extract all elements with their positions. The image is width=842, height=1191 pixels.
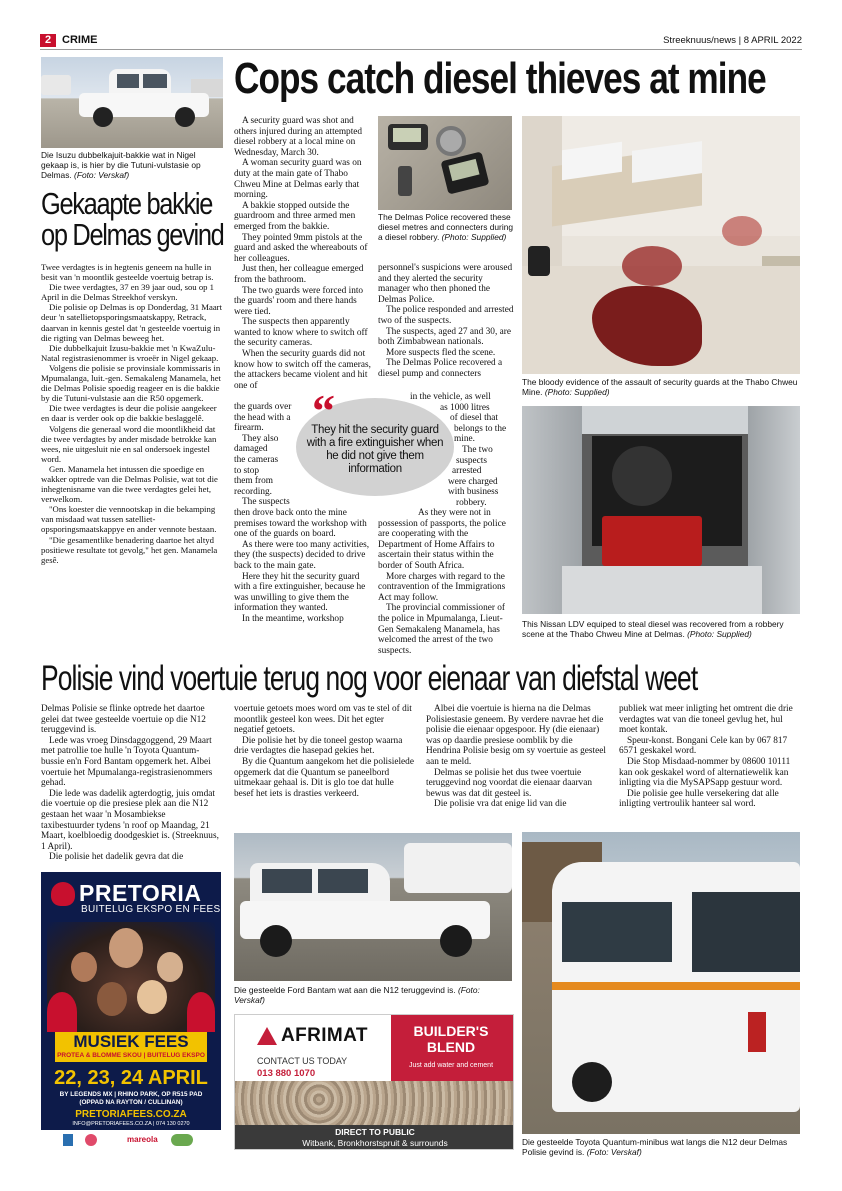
paragraph: The suspects, aged 27 and 30, are both Zimbabwean nationals. <box>378 326 511 348</box>
bottom-headline: Polisie vind voertuie terug nog voor eienaar van diefstal weet <box>41 659 698 698</box>
quantum-photo-credit: (Foto: Verskaf) <box>586 1147 642 1157</box>
paragraph: Volgens die generaal word die moontlikheid dat die twee verdagtes by ander misdade betrokke kan wees, nie uitgesluit nie en sal ondersoek ingestel word. <box>41 423 217 464</box>
afrimat-areas: Witbank, Bronkhorstspruit & surrounds <box>302 1138 448 1148</box>
sponsor-strip <box>41 1130 221 1150</box>
left-headline-line1: Gekaapte bakkie <box>41 186 213 221</box>
paragraph: When the security guards did not know how to switch off the cameras, the attackers became violent and hit one of <box>234 349 371 391</box>
bakkie-photo <box>41 57 223 148</box>
bottom-col2 <box>234 704 414 799</box>
paragraph: They pointed 9mm pistols at the guard and asked the whereabouts of her colleagues. <box>234 232 368 264</box>
left-article-body <box>41 262 223 565</box>
main-headline: Cops catch diesel thieves at mine <box>234 54 766 103</box>
paragraph: Die Stop Misdaad-nommer by 08600 10111 kan ook geskakel word of alternatiewelik kan inligting via die MySAPSapp gestuur word. <box>619 756 791 789</box>
paragraph: In the meantime, workshop <box>242 613 344 624</box>
ad-banner-subtitle: PROTEA & BLOMME SKOU | BUITELUG EKSPO <box>57 1052 205 1059</box>
ford-photo-credit: (Foto: Verskaf) <box>234 985 480 1005</box>
ad-banner-title: MUSIEK FEES <box>73 1032 189 1051</box>
afrimat-direct-label: DIRECT TO PUBLIC <box>335 1127 415 1137</box>
paragraph: Speur-konst. Bongani Cele kan by 067 817 6571 geskakel word. <box>619 735 788 757</box>
ford-car <box>240 863 490 963</box>
paragraph: More suspects fled the scene. <box>386 347 496 358</box>
paragraph: Gen. Manamela het intussen die spoedige en wakker optrede van die Delmas Polisie, wat tot die inhegtenisname van die twee verdagtes gelei het, verwelkom. <box>41 463 218 505</box>
paragraph: Lede was vroeg Dinsdaggoggend, 29 Maart met patrollie toe hulle 'n Toyota Quantum-bussie en'n Ford Bantam opgemerk het. Albei voertuie het Mpumalanga-registrasienommers gehad. <box>41 735 213 789</box>
toyota-quantum-caption: Die gesteelde Toyota Quantum-minibus wat langs die N12 deur Delmas Polisie gevind is. (Foto: Verskaf) <box>522 1137 788 1157</box>
bottom-col1 <box>41 704 221 863</box>
crime-scene-caption: The bloody evidence of the assault of security guards at the Thabo Chweu Mine. (Photo: Supplied) <box>522 377 798 397</box>
toyota-quantum-photo <box>522 832 800 1134</box>
paragraph: personnel's suspicions were aroused and they alerted the security manager who then phoned the Delmas Police. <box>378 263 513 305</box>
main-col2 <box>378 263 514 380</box>
leaf-sponsor-icon <box>171 1134 193 1146</box>
meters-photo-credit: (Photo: Supplied) <box>441 232 507 242</box>
paragraph: A bakkie stopped outside the guardroom and three armed men emerged from the bakkie. <box>234 200 356 232</box>
left-headline <box>41 186 224 252</box>
ad-pretoria-website[interactable]: PRETORIAFEES.CO.ZA <box>75 1109 187 1120</box>
bakkie-photo-credit: (Foto: Verskaf) <box>74 170 130 180</box>
page-dateline: Streeknuus/news | 8 APRIL 2022 <box>663 35 802 46</box>
main-col2-wrap: in the vehicle, as well as 1000 litres of diesel that belongs to the mine. The two suspects arrested were charged with business robbery. <box>410 392 507 508</box>
ad-pretoria-dates: 22, 23, 24 APRIL <box>54 1067 208 1089</box>
paragraph: A security guard was shot and others injured during an attempted diesel robbery at a local mine on Wednesday, March 30. <box>234 116 363 158</box>
afrimat-tagline: Just add water and cement <box>408 1062 494 1069</box>
crime-scene-photo <box>522 116 800 374</box>
k-sponsor-icon <box>63 1134 73 1146</box>
paragraph: Twee verdagtes is in hegtenis geneem na hulle in besit van 'n moontlik gesteelde voertuig betrap is. <box>41 262 214 283</box>
paragraph: As there were too many activities, they (the suspects) decided to drive back to the main gate. <box>234 539 370 571</box>
nissan-ldv-caption: This Nissan LDV equiped to steal diesel was recovered from a robbery scene at the Thabo Chweu Mine at Delmas. (Photo: Supplied) <box>522 619 784 639</box>
bakkie-caption: Die Isuzu dubbelkajuit-bakkie wat in Nigel gekaap is, is hier by die Tutuni-vulstasie op Delmas. (Foto: Verskaf) <box>41 150 201 180</box>
protea-logo-icon <box>51 882 75 906</box>
diesel-meters-photo <box>378 116 512 210</box>
page-number: 2 <box>40 34 56 47</box>
paragraph: "Ons koester die vennootskap in die bekamping van misdaad wat tussen satellietopsporingsmaatskappye en ander vennote bestaan. <box>41 504 217 535</box>
afrimat-logo-icon <box>257 1027 277 1045</box>
ad-pretoria-venue: BY LEGENDS MX | RHINO PARK, OP R515 PAD (OPPAD NA RAYTON / CULLINAN) <box>59 1091 203 1106</box>
paragraph: Die lede was dadelik agterdogtig, juis omdat die voertuie op die presiese plek aan die N12 gestaan het waar 'n Mosambiekse taxibestuurder tydens 'n roof op Maandag, 21 Maart, koelbloedig doodgeskiet is. (Streeknuus, 1 April). <box>41 788 219 852</box>
afrimat-product-line2: BLEND <box>426 1039 476 1055</box>
paragraph: Albei die voertuie is hierna na die Delmas Polisiestasie geneem. By verdere navrae het die polisie die eienaar opgespoor. Hy (die eienaar) was op daardie presiese oomblik by die Hendrina Polisie besig om sy voertuie as gesteel aan te meld. <box>426 704 606 767</box>
paragraph: The provincial commissioner of the police in Mpumalanga, Lieut-Gen Semakaleng Manamela, has welcomed the arrest of the two suspects. <box>378 603 506 656</box>
aggregate-image <box>235 1081 514 1127</box>
left-headline-line2: op Delmas gevind <box>41 217 224 252</box>
paragraph: Here they hit the security guard with a fire extinguisher, because he was unwilling to give them the information they wanted. <box>234 571 366 614</box>
paragraph: More charges with regard to the contravention of the Immigrations Act may follow. <box>378 571 506 603</box>
paragraph: Delmas se polisie het dus twee voertuie teruggevind nog voordat die eienaar daarvan bewus was dat dit gesteel is. <box>426 767 592 799</box>
main-col2-end <box>378 508 514 656</box>
main-col1-wrap: the guards over the head with a firearm. They also damaged the cameras to stop them from recording. The suspects <box>234 402 292 508</box>
paragraph: By die Quantum aangekom het die polisielede opgemerk dat die Quantum se paneelbord uitmekaar gehaal is. Dit is glo toe dat hulle besef het iets is drasties verkeerd. <box>234 756 414 799</box>
nissan-ldv-photo <box>522 406 800 614</box>
header-rule <box>40 49 802 50</box>
circle-sponsor-icon <box>85 1134 97 1146</box>
white-bakkie <box>79 69 209 127</box>
performers-image <box>47 922 215 1032</box>
paragraph: Die polisie vra dat enige lid van die <box>434 799 567 810</box>
paragraph: The Delmas Police recovered a diesel pump and connecters <box>378 358 503 379</box>
main-col1 <box>234 116 372 391</box>
paragraph: Die twee verdagtes, 37 en 39 jaar oud, sou op 1 April in die Delmas Streekhof verskyn. <box>41 282 215 303</box>
quantum-minibus <box>552 862 800 1112</box>
paragraph: As they were not in possession of passports, the police are cooperating with the Department of Home Affairs to ascertain their status within the border of South Africa. <box>378 508 506 571</box>
paragraph: The suspects then apparently wanted to know where to switch off the security cameras. <box>234 317 368 349</box>
paragraph: Die polisie op Delmas is op Donderdag, 31 Maart deur 'n satellietopsporingsmaatskappy, Retrack, daarvan in kennis gestel dat 'n gesteelde voertuig in die rigting van Delmas beweeg het. <box>41 302 222 343</box>
paragraph: Volgens die polisie se provinsiale kommissaris in Mpumalanga, luit.-gen. Semakaleng Manamela, het die Delmas Polisie spoedig reageer en is die bakkie by die Tutuni-vulstasie aan die R50 opgemerk. <box>41 362 221 404</box>
builders-blend-panel <box>391 1015 514 1081</box>
afrimat-phone[interactable]: 013 880 1070 <box>257 1068 316 1079</box>
paragraph: Die polisie het by die toneel gestop waarna drie verdagtes die hasepad gekies het. <box>234 735 403 757</box>
paragraph: Die polisie het dadelik gevra dat die <box>49 852 184 863</box>
afrimat-ad[interactable] <box>234 1014 514 1150</box>
bottom-col4 <box>619 704 801 810</box>
musiek-fees-banner <box>55 1032 207 1062</box>
diesel-meters-caption: The Delmas Police recovered these diesel metres and connecters during a diesel robbery. (Photo: Supplied) <box>378 212 514 242</box>
afrimat-product-line1: BUILDER'S <box>413 1023 489 1039</box>
issue-date: 8 APRIL 2022 <box>743 35 802 46</box>
main-col1-end <box>234 508 372 625</box>
page-header <box>40 34 802 50</box>
afrimat-brand: AFRIMAT <box>281 1025 368 1046</box>
pull-quote-text: They hit the security guard with a fire extinguisher when he did not give them information <box>306 424 444 475</box>
ford-bantam-caption: Die gesteelde Ford Bantam wat aan die N12 teruggevind is. (Foto: Verskaf) <box>234 985 480 1005</box>
paragraph: Die polisie gee hulle versekering dat alle inligting vertroulik hanteer sal word. <box>619 788 779 810</box>
ad-pretoria-subtitle: BUITELUG EKSPO EN FEES <box>81 904 221 915</box>
paragraph: Delmas Polisie se flinke optrede het daartoe gelei dat twee gesteelde voertuie op die N12 teruggevind is. <box>41 704 206 736</box>
paragraph: Just then, her colleague emerged from the bathroom. <box>234 264 364 285</box>
paragraph: then drove back onto the mine premises toward the workshop with one of the guards on board. <box>234 508 367 540</box>
ad-pretoria-contact: INFO@PRETORIAFEES.CO.ZA | 074 130 0270 <box>72 1121 190 1127</box>
paragraph: voertuie getoets moes word om vas te stel of dit moontlik gesteel kon wees. Dit het egter negatief getoets. <box>234 704 412 736</box>
sponsor-mareola: mareola <box>127 1135 158 1144</box>
ford-bantam-photo <box>234 833 512 981</box>
paragraph: Die twee verdagtes is deur die polisie aangekeer en daar is verder ook op die bakkie beslaggelê. <box>41 403 217 424</box>
bottom-col3 <box>426 704 606 810</box>
pull-quote <box>296 385 454 496</box>
quote-mark-icon: “ <box>312 385 335 436</box>
paragraph: A woman security guard was on duty at the main gate of Thabo Chweu Mine at Delmas early that morning. <box>234 158 362 201</box>
paragraph: "Die gesamentlike benadering daartoe het altyd positiewe resultate tot gevolg," het gen. Manamela gesê. <box>41 534 218 565</box>
paragraph: Die dubbelkajuit Izusu-bakkie met 'n KwaZulu-Natal registrasienommer is vroeër in Nigel gekaap. <box>41 342 219 363</box>
paragraph: publiek wat meer inligting het omtrent die drie verdagtes wat van die toneel gevlug het, hul moet kontak. <box>619 704 793 736</box>
paragraph: The police responded and arrested two of the suspects. <box>378 305 514 326</box>
publication-name: Streeknuus/news <box>663 35 736 46</box>
ad-pretoria-title: PRETORIA <box>79 880 202 906</box>
paragraph: The two guards were forced into the guards' room and there hands were tied. <box>234 285 364 317</box>
afrimat-contact-label: CONTACT US TODAY <box>257 1056 348 1066</box>
section-label: CRIME <box>62 34 98 46</box>
ldv-photo-credit: (Photo: Supplied) <box>687 629 752 639</box>
blood-photo-credit: (Photo: Supplied) <box>544 387 610 397</box>
pretoria-fees-ad[interactable] <box>41 872 221 1150</box>
direct-to-public-bar <box>235 1125 514 1150</box>
